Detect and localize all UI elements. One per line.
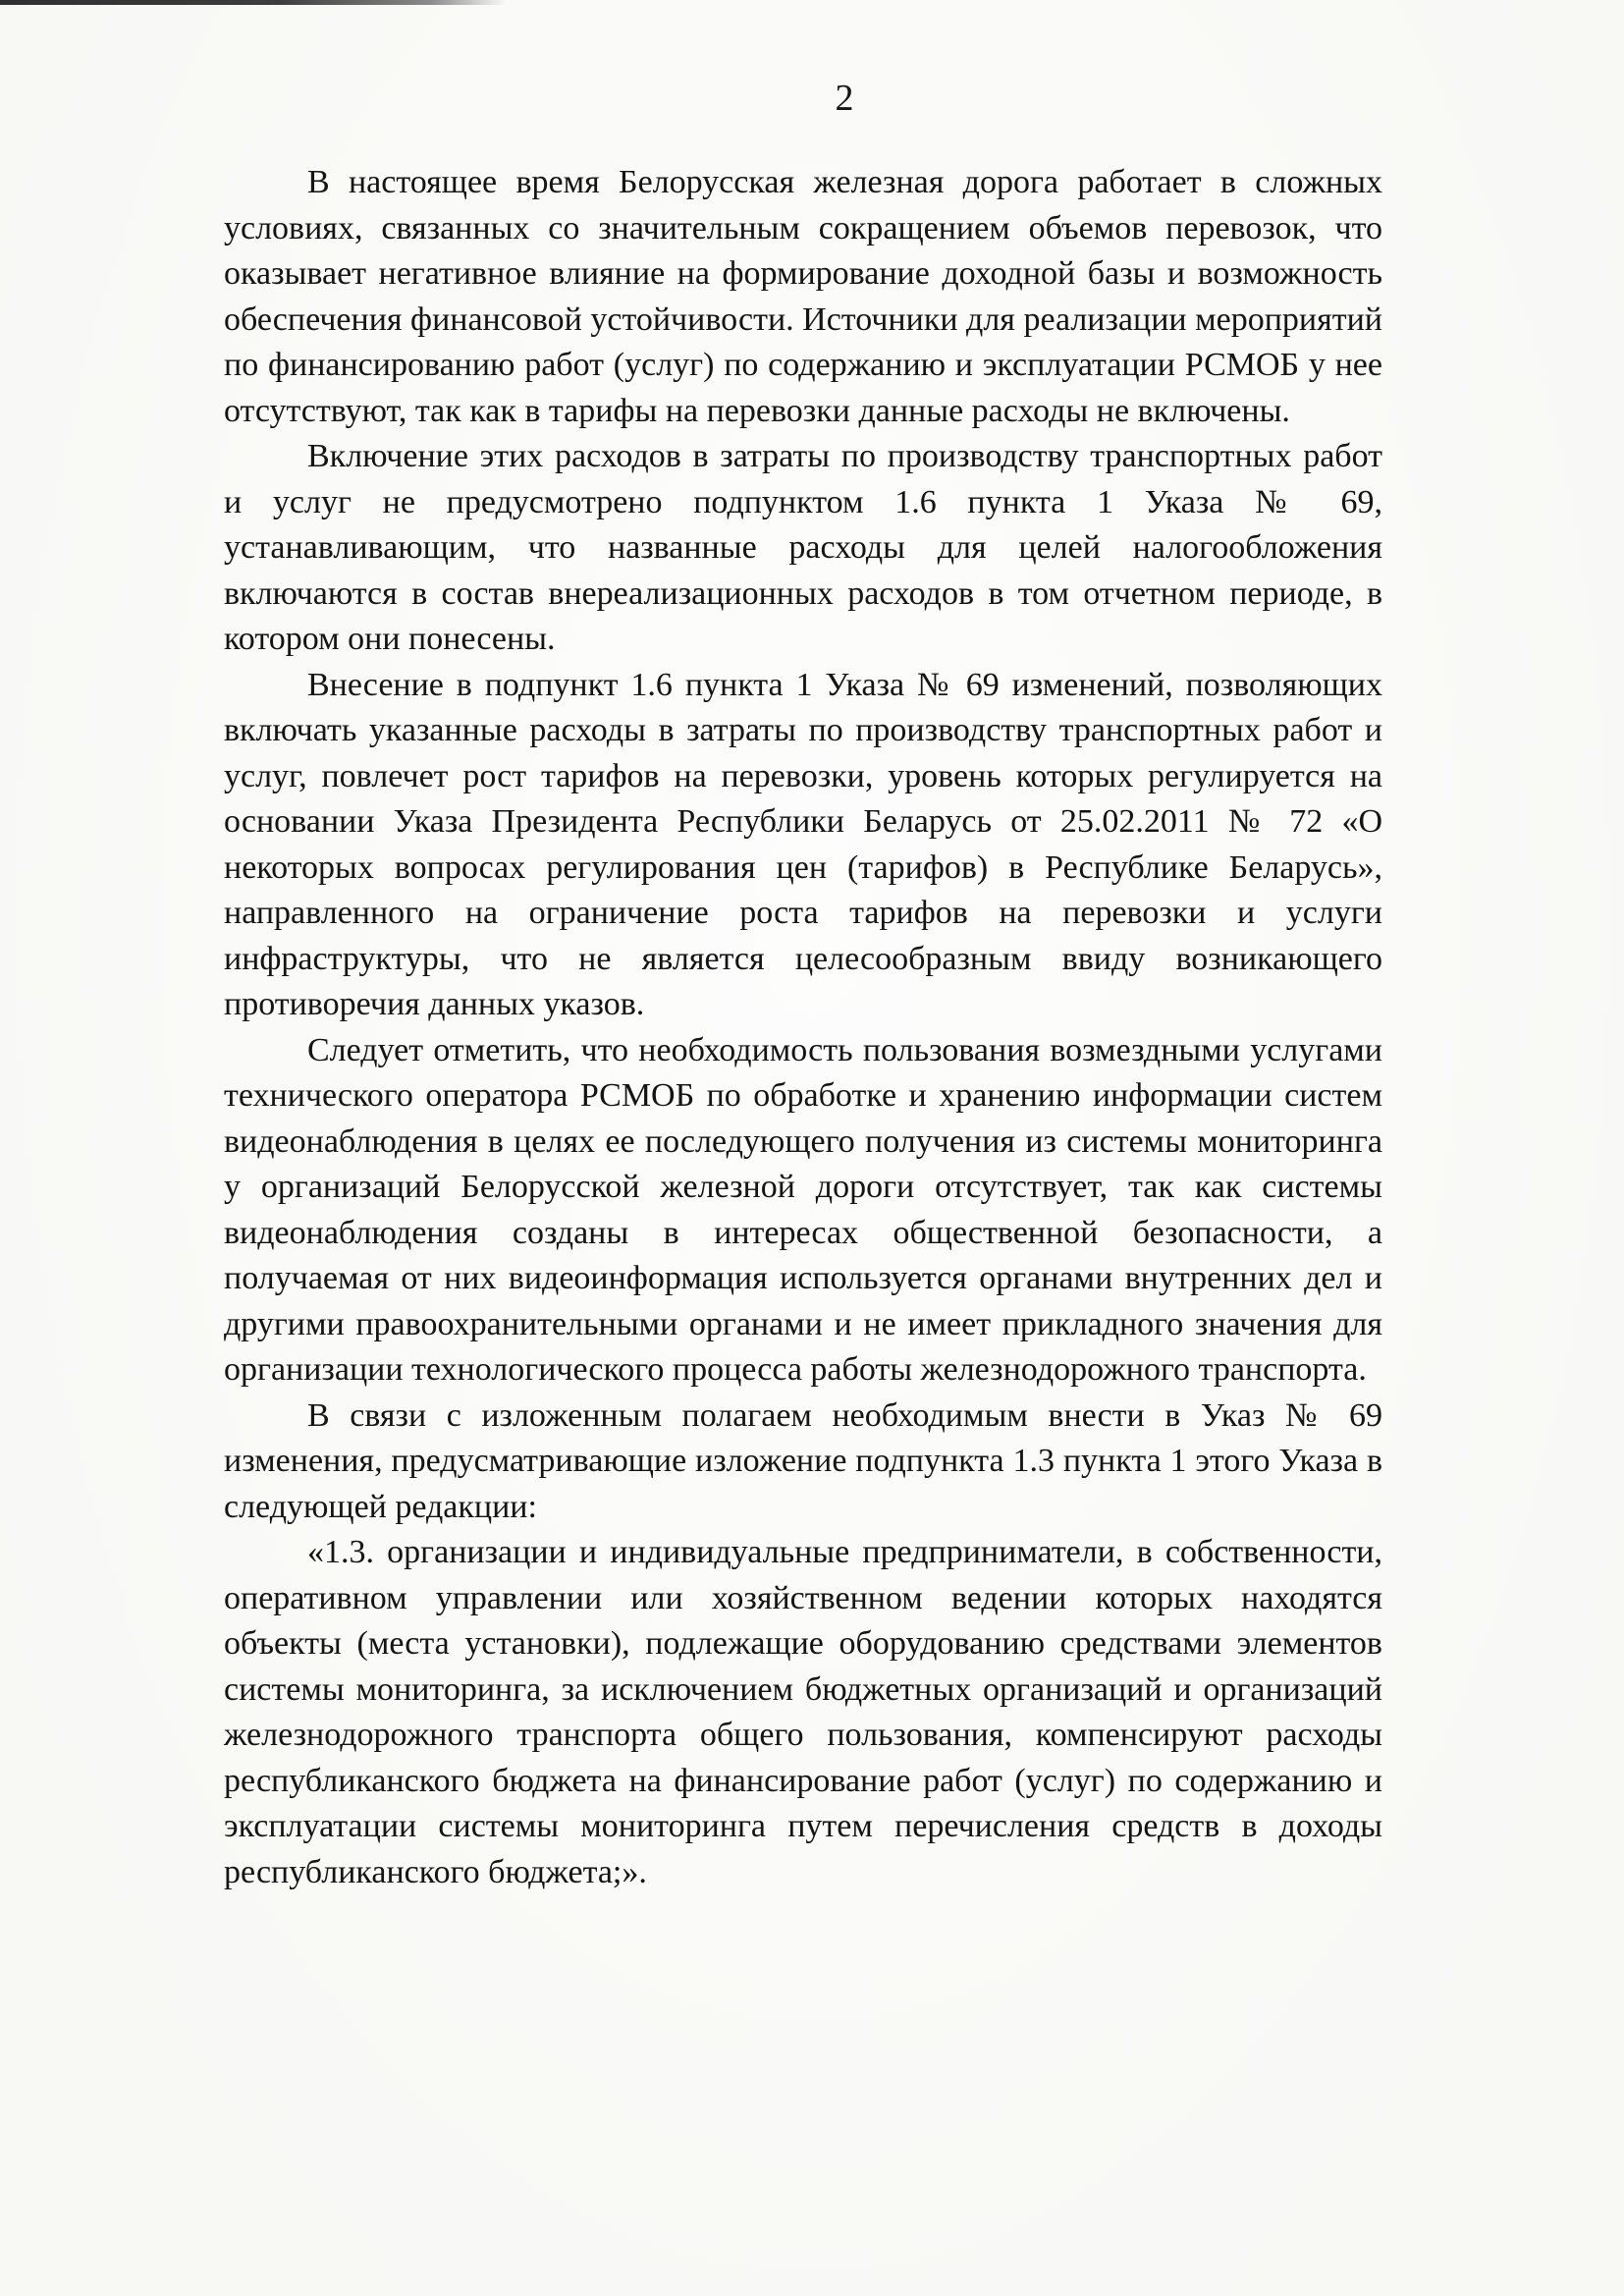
paragraph-current-situation: В настоящее время Белорусская железная дорога работает в сложных условиях, связанных со значительным сокращением объемов перевозок, что оказывает негативное влияние на формирование доходной базы и возможность обеспечения финансовой устойчивости. Источники для реализации мероприятий по финансированию работ (услуг) по содержанию и эксплуатации РСМОБ у нее отсутствуют, так как в тарифы на перевозки данные расходы не включены.	[224, 164, 1382, 429]
document-body	[224, 160, 1382, 1895]
paragraph-subpoint-1-3-wording: «1.3. организации и индивидуальные предприниматели, в собственности, оперативном управлении или хозяйственном ведении которых находятся объекты (места установки), подлежащие оборудованию средствами элементов системы мониторинга, за исключением бюджетных организаций и организаций железнодорожного транспорта общего пользования, компенсируют расходы республиканского бюджета на финансирование работ (услуг) по содержанию и эксплуатации системы мониторинга путем перечисления средств в доходы республиканского бюджета;».	[224, 1534, 1382, 1890]
paragraph-video-surveillance: Следует отметить, что необходимость пользования возмездными услугами технического оператора РСМОБ по обработке и хранению информации систем видеонаблюдения в целях ее последующего получения из системы мониторинга у организаций Белорусской железной дороги отсутствует, так как системы видеонаблюдения созданы в интересах общественной безопасности, а получаемая от них видеоинформация используется органами внутренних дел и другими правоохранительными органами и не имеет прикладного значения для организации технологического процесса работы железнодорожного транспорта.	[224, 1031, 1382, 1388]
paragraph-expense-inclusion: Включение этих расходов в затраты по производству транспортных работ и услуг не предусмотрено подпунктом 1.6 пункта 1 Указа № 69, устанавливающим, что названные расходы для целей налогообложения включаются в состав внереализационных расходов в том отчетном периоде, в котором они понесены.	[224, 438, 1382, 657]
paragraph-decree-69-amendments: Внесение в подпункт 1.6 пункта 1 Указа № 69 изменений, позволяющих включать указанные расходы в затраты по производству транспортных работ и услуг, повлечет рост тарифов на перевозки, уровень которых регулируется на основании Указа Президента Республики Беларусь от 25.02.2011 № 72 «О некоторых вопросах регулирования цен (тарифов) в Республике Беларусь», направленного на ограничение роста тарифов на перевозки и услуги инфраструктуры, что не является целесообразным ввиду возникающего противоречия данных указов.	[224, 666, 1382, 1022]
paragraph-proposal: В связи с изложенным полагаем необходимым внести в Указ № 69 изменения, предусматривающие изложение подпункта 1.3 пункта 1 этого Указа в следующей редакции:	[224, 1396, 1382, 1525]
page-number: 2	[835, 78, 854, 119]
scan-artifact-top-edge	[0, 0, 506, 5]
